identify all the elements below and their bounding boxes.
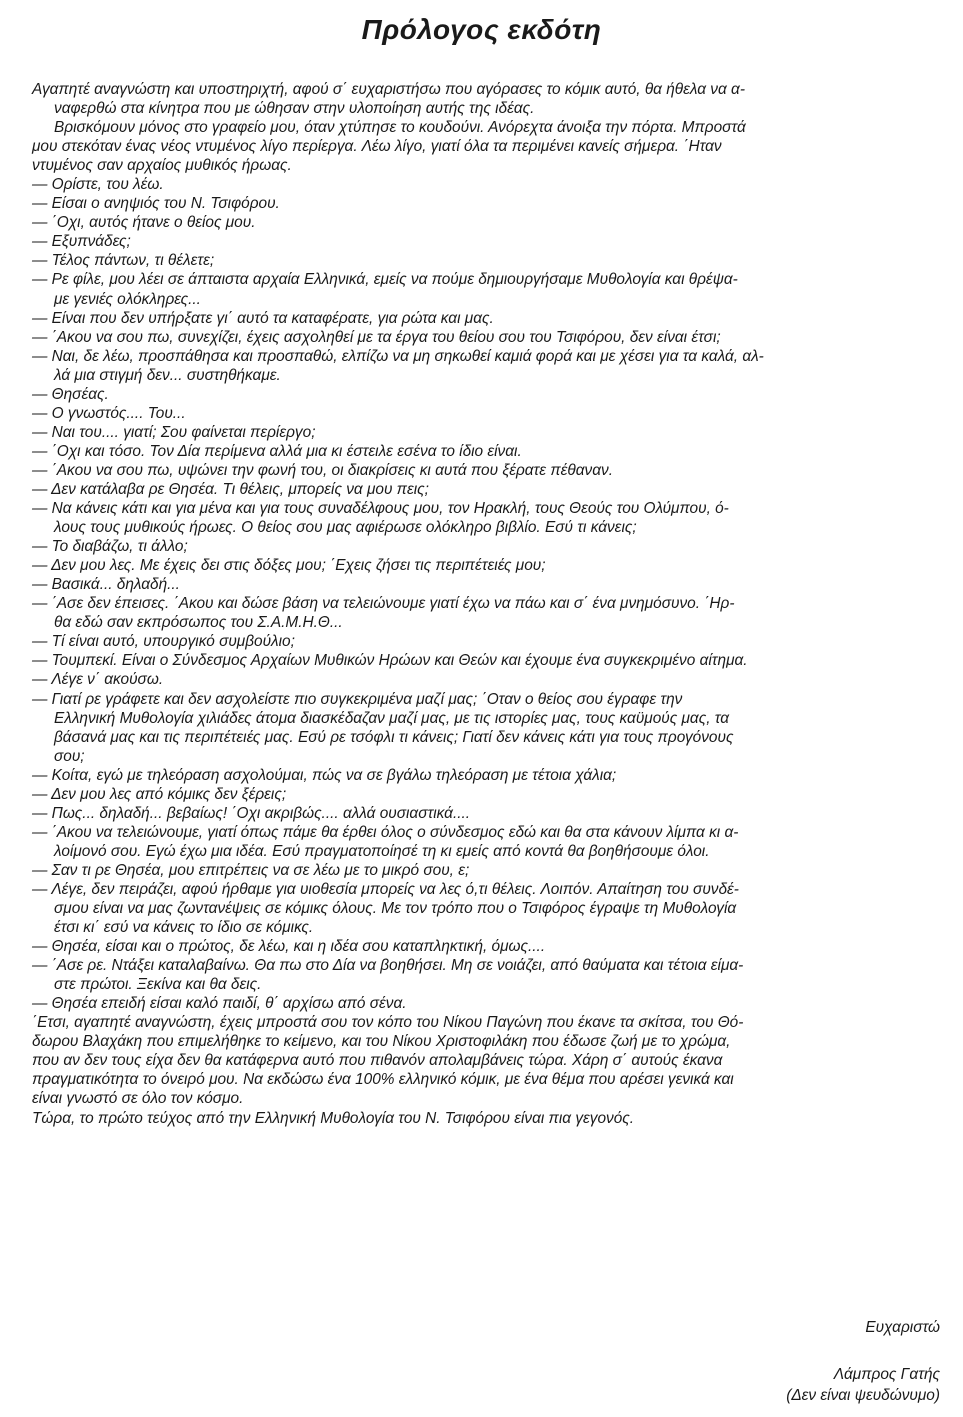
text-line: ντυμένος σαν αρχαίος μυθικός ήρωας. xyxy=(32,157,292,175)
text-line: — ΄Ασε δεν έπεισες. ΄Ακου και δώσε βάση να τελειώνουμε γιατί έχω να πάω και σ΄ ένα μνημόσυνο. ΄Ηρ- xyxy=(32,595,735,613)
sign-off: Ευχαριστώ xyxy=(865,1319,940,1336)
text-line: — ΄Οχι, αυτός ήτανε ο θείος μου. xyxy=(32,214,256,232)
text-line: — Ναι, δε λέω, προσπάθησα και προσπαθώ, ελπίζω να μη σηκωθεί καμιά φορά και με χέσει για τα καλά, αλ- xyxy=(32,347,764,365)
text-line: — Τέλος πάντων, τι θέλετε; xyxy=(32,252,215,270)
text-line: λοίμονό σου. Εγώ έχω μια ιδέα. Εσύ πραγματοποίησέ τη κι εμείς από κοντά θα βοηθήσουμε όλοι. xyxy=(54,842,710,860)
text-line: πραγματικότητα το όνειρό μου. Να εκδώσω ένα 100% ελληνικό κόμικ, με ένα θέμα που αρέσει γενικά και xyxy=(32,1071,734,1089)
text-line: — Δεν μου λες. Με έχεις δει στις δόξες μου; ΄Εχεις ζήσει τις περιπέτειές μου; xyxy=(32,557,546,575)
text-line: δωρου Βλαχάκη που επιμελήθηκε το κείμενο, και του Νίκου Χριστοφιλάκη που έδωσε ζωή με το χρώμα, xyxy=(32,1033,731,1051)
author-note: (Δεν είναι ψευδώνυμο) xyxy=(786,1387,940,1404)
text-line: — Γιατί ρε γράφετε και δεν ασχολείστε πιο συγκεκριμένα μαζί μας; ΄Οταν ο θείος σου έγραφε την xyxy=(32,690,683,708)
text-line: — Σαν τι ρε Θησέα, μου επιτρέπεις να σε λέω με το μικρό σου, ε; xyxy=(32,861,470,879)
text-line: στε πρώτοι. Ξεκίνα και θα δεις. xyxy=(54,976,262,994)
author-name: Λάμπρος Γατής xyxy=(833,1366,940,1383)
text-line: — Είναι που δεν υπήρξατε γι΄ αυτό τα καταφέρατε, για ρώτα και μας. xyxy=(32,309,494,327)
text-line: λους τους μυθικούς ήρωες. Ο θείος σου μας αφιέρωσε ολόκληρο βιβλίο. Εσύ τι κάνεις; xyxy=(54,519,637,537)
text-line: — Βασικά... δηλαδή... xyxy=(32,576,180,594)
text-line: — Ναι του.... γιατί; Σου φαίνεται περίεργο; xyxy=(32,423,316,441)
text-line: — Θησέα επειδή είσαι καλό παιδί, θ΄ αρχίσω από σένα. xyxy=(32,995,407,1013)
text-line: βάσανά μας και τις περιπέτειές μας. Εσύ ρε τσόφλι τι κάνεις; Γιατί δεν κάνεις κάτι για τους προγόνους xyxy=(54,728,734,746)
text-line: — Δεν κατάλαβα ρε Θησέα. Τι θέλεις, μπορείς να μου πεις; xyxy=(32,480,429,498)
text-line: — Τουμπεκί. Είναι ο Σύνδεσμος Αρχαίων Μυθικών Ηρώων και Θεών και έχουμε ένα συγκεκριμένο αίτημα. xyxy=(32,652,748,670)
text-line: — Κοίτα, εγώ με τηλεόραση ασχολούμαι, πώς να σε βγάλω τηλεόραση με τέτοια χάλια; xyxy=(32,766,617,784)
text-line: — Θησέας. xyxy=(32,385,109,403)
text-line: — ΄Οχι και τόσο. Τον Δία περίμενα αλλά μια κι έστειλε εσένα το ίδιο είναι. xyxy=(32,442,522,460)
text-line: — Πως... δηλαδή... βεβαίως! ΄Οχι ακριβώς.... αλλά ουσιαστικά.... xyxy=(32,804,471,822)
text-line: — ΄Ακου να σου πω, υψώνει την φωνή του, οι διακρίσεις κι αυτά που ξέρατε πέθαναν. xyxy=(32,461,613,479)
page-title: Πρόλογος εκδότη xyxy=(361,14,602,45)
text-line: ναφερθώ στα κίνητρα που με ώθησαν στην υλοποίηση αυτής της ιδέας. xyxy=(54,100,535,118)
text-line: έτσι κι΄ εσύ να κάνεις το ίδιο σε κόμικς. xyxy=(54,919,314,937)
text-line: που αν δεν τους είχα δεν θα κατάφερνα αυτό που πιθανόν απολαμβάνεις τώρα. Χάρη σ΄ αυτούς έκανα xyxy=(32,1052,723,1070)
text-line: — Το διαβάζω, τι άλλο; xyxy=(32,538,188,556)
text-line: — Λέγε, δεν πειράζει, αφού ήρθαμε για υιοθεσία μπορείς να λες ό,τι θέλεις. Λοιπόν. Απαίτηση του συνδέ- xyxy=(32,880,739,898)
text-line: σμου είναι να μας ζωντανέψεις σε κόμικς όλους. Με τον τρόπο που ο Τσιφόρος έγραψε τη Μυθολογία xyxy=(54,900,737,918)
text-line: — Ο γνωστός.... Του... xyxy=(32,404,186,422)
text-line: — Να κάνεις κάτι και για μένα και για τους συναδέλφους μου, τον Ηρακλή, τους Θεούς του Ολύμπου, ό- xyxy=(32,500,729,518)
text-line: Αγαπητέ αναγνώστη και υποστηριχτή, αφού σ΄ ευχαριστήσω που αγόρασες το κόμικ αυτό, θα ήθελα να α- xyxy=(32,81,745,98)
text-line: μου στεκόταν ένας νέος ντυμένος λίγο περίεργα. Λέω λίγο, γιατί όλα τα περιμένει κανείς σήμερα. ΄Ηταν xyxy=(32,138,722,156)
text-line: — Ορίστε, του λέω. xyxy=(32,176,164,194)
text-line: ΄Ετσι, αγαπητέ αναγνώστη, έχεις μπροστά σου τον κόπο του Νίκου Παγώνη που έκανε τα σκίτσα, του Θό- xyxy=(32,1014,744,1032)
text-line: — Εξυπνάδες; xyxy=(32,233,131,251)
text-line: Τώρα, το πρώτο τεύχος από την Ελληνική Μυθολογία του Ν. Τσιφόρου είναι πια γεγονός. xyxy=(32,1109,635,1127)
text-line: σου; xyxy=(54,747,85,765)
signature-block xyxy=(786,1364,940,1406)
text-line: — Είσαι ο ανηψιός του Ν. Τσιφόρου. xyxy=(32,195,280,213)
text-line: λά μια στιγμή δεν... συστηθήκαμε. xyxy=(54,366,281,384)
text-line: Βρισκόμουν μόνος στο γραφείο μου, όταν χτύπησε το κουδούνι. Ανόρεχτα άνοιξα την πόρτα. Μπροστά xyxy=(54,119,746,137)
text-line: είναι γνωστό σε όλο τον κόσμο. xyxy=(32,1090,244,1108)
text-line: — ΄Ασε ρε. Ντάξει καταλαβαίνω. Θα πω στο Δία να βοηθήσει. Μη σε νοιάζει, από θαύματα και τέτοια είμα- xyxy=(32,957,744,975)
text-line: — Δεν μου λες από κόμικς δεν ξέρεις; xyxy=(32,785,287,803)
body-text xyxy=(32,80,944,1128)
text-line: — ΄Ακου να σου πω, συνεχίζει, έχεις ασχοληθεί με τα έργα του θείου σου του Τσιφόρου, δεν είναι έτσι; xyxy=(32,328,721,346)
text-line: — ΄Ακου να τελειώνουμε, γιατί όπως πάμε θα έρθει όλος ο σύνδεσμος εδώ και θα στα κάνουν λίμπα κι α- xyxy=(32,823,739,841)
text-line: — Λέγε ν΄ ακούσω. xyxy=(32,671,164,689)
text-line: με γενιές ολόκληρες... xyxy=(54,290,201,308)
text-line: — Τί είναι αυτό, υπουργικό συμβούλιο; xyxy=(32,633,295,651)
text-line: Ελληνική Μυθολογία χιλιάδες άτομα διασκέδαζαν μαζί μας, με τις ιστορίες μας, τους καϋμούς μας, τα xyxy=(54,709,730,727)
text-line: — Ρε φίλε, μου λέει σε άπταιστα αρχαία Ελληνικά, εμείς να πούμε δημιουργήσαμε Μυθολογία και θρέψα- xyxy=(32,271,738,289)
text-line: — Θησέα, είσαι και ο πρώτος, δε λέω, και η ιδέα σου καταπληκτική, όμως.... xyxy=(32,938,546,956)
text-line: θα εδώ σαν εκπρόσωπος του Σ.Α.Μ.Η.Θ... xyxy=(54,614,343,632)
